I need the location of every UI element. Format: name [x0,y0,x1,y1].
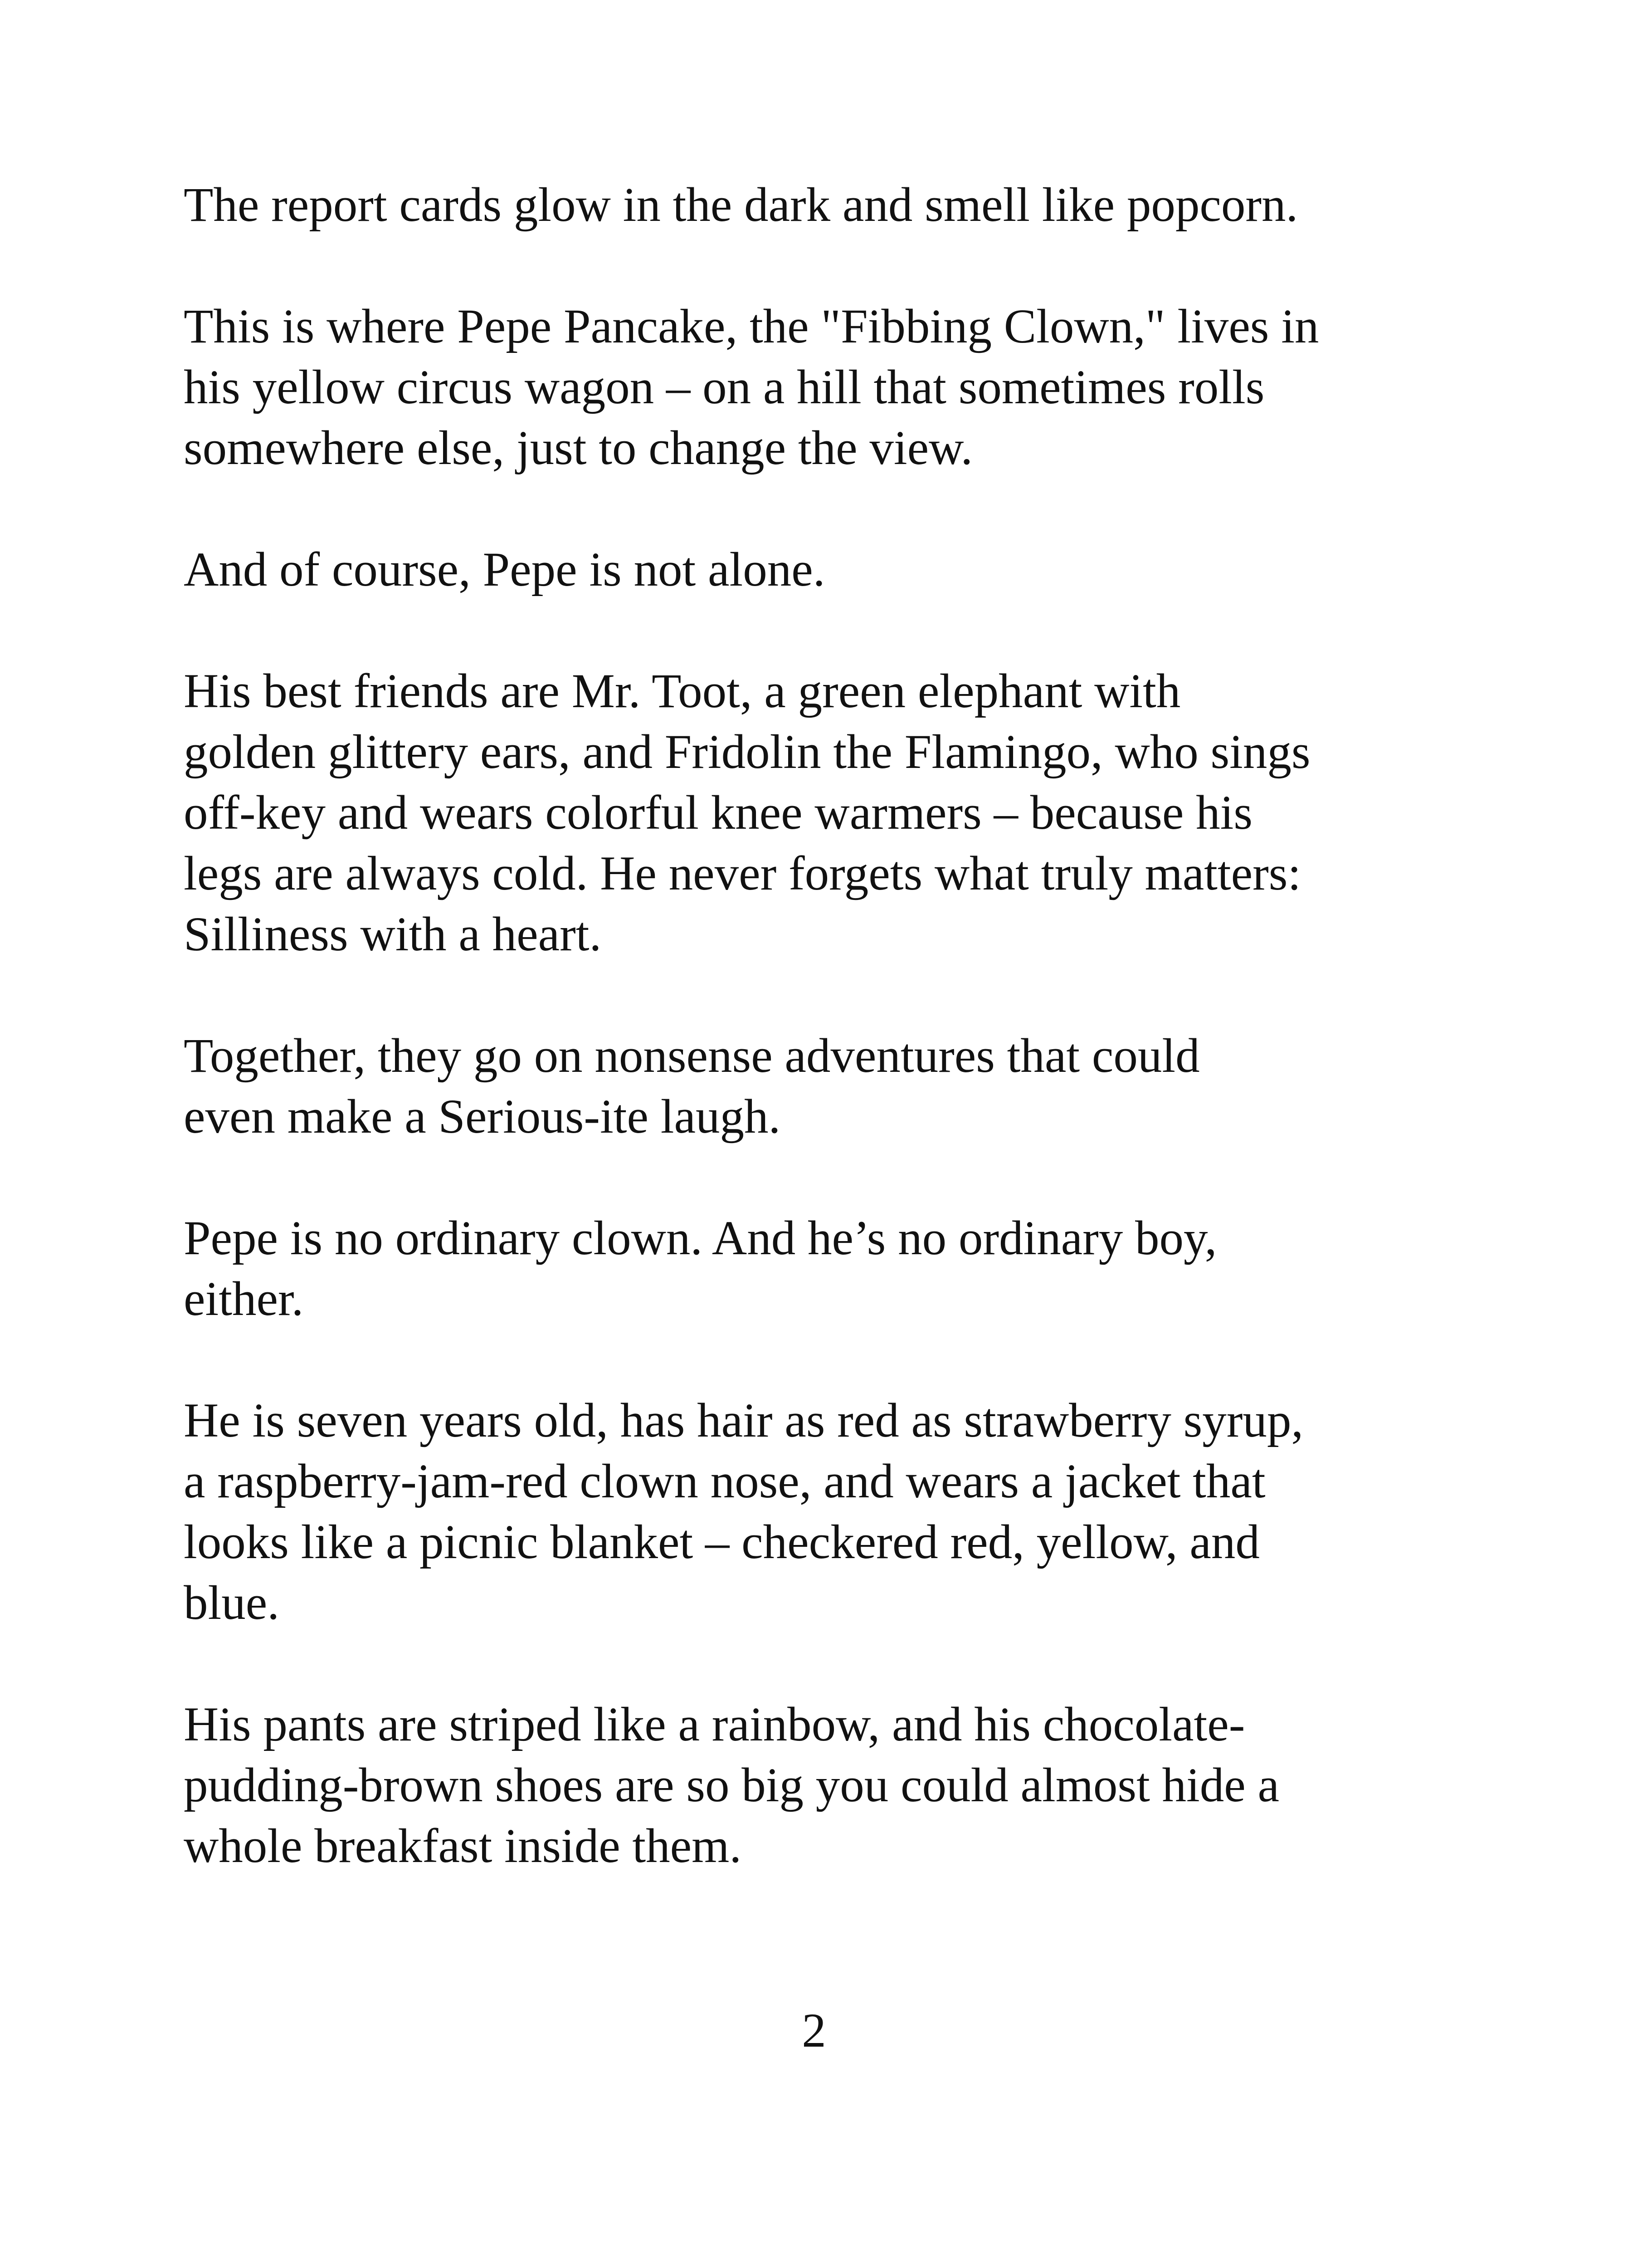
paragraph-4: His best friends are Mr. Toot, a green elephant with golden glittery ears, and Fridolin the Flamingo, who sings off-key and wears colorful knee warmers – because his legs are always cold. He never forgets what truly matters: Silliness with a heart. [184,665,1311,961]
paragraph-1: The report cards glow in the dark and smell like popcorn. [184,178,1298,232]
body-text [184,175,1390,1937]
paragraph-6: Pepe is no ordinary clown. And he’s no ordinary boy, either. [184,1212,1217,1326]
page-number: 2 [802,2004,826,2058]
paragraph-7: He is seven years old, has hair as red as strawberry syrup, a raspberry-jam-red clown nose, and wears a jacket that looks like a picnic blanket – checkered red, yellow, and blue. [184,1394,1304,1630]
paragraph-3: And of course, Pepe is not alone. [184,543,825,596]
paragraph-8: His pants are striped like a rainbow, and his chocolate- pudding-brown shoes are so big you could almost hide a whole breakfast inside them. [184,1698,1280,1873]
paragraph-5: Together, they go on nonsense adventures that could even make a Serious-ite laugh. [184,1029,1200,1144]
paragraph-2: This is where Pepe Pancake, the "Fibbing Clown," lives in his yellow circus wagon – on a hill that sometimes rolls somewhere else, just to change the view. [184,300,1319,475]
